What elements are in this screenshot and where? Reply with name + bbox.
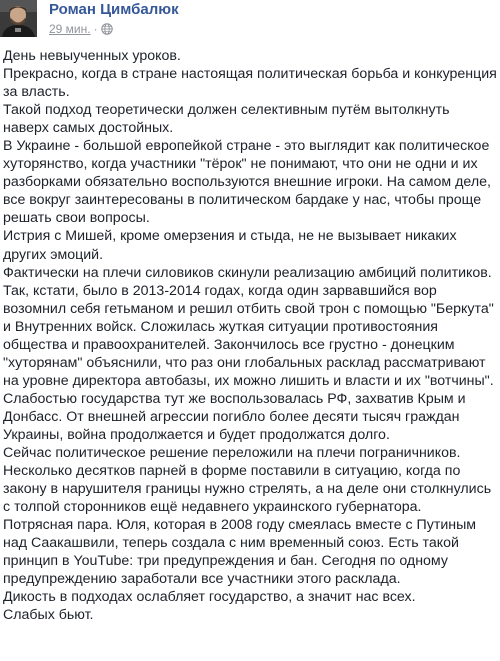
post-paragraph: Истрия с Мишей, кроме омерзения и стыда, не не вызывает никаких других эмоций. bbox=[3, 228, 457, 263]
meta-separator: · bbox=[93, 22, 98, 36]
post-paragraph: Несколько десятков парней в форме поставили в ситуацию, когда по закону в нарушителя границы нужно стрелять, а на деле они столкнулись с толпой сторонников ещё недавнего украинского губернатора. bbox=[3, 463, 492, 516]
post-paragraph: Прекрасно, когда в стране настоящая политическая борьба и конкуренция за власть. bbox=[3, 66, 497, 101]
post-meta bbox=[49, 22, 113, 38]
post-paragraph: Сейчас политическое решение переложили на плечи пограничников. bbox=[3, 445, 461, 462]
post-text bbox=[3, 47, 497, 625]
post-paragraph: Такой подход теоретически должен селективным путём вытолкнуть наверх самых достойных. bbox=[3, 102, 450, 137]
post-paragraph: День невыученных уроков. bbox=[3, 48, 181, 64]
post-paragraph: Дикость в подходах ослабляет государство, а значит нас всех. bbox=[3, 589, 416, 606]
post-paragraph: Слабых бьют. bbox=[3, 607, 94, 624]
globe-icon[interactable] bbox=[101, 23, 113, 35]
post-paragraph: Фактически на плечи силовиков скинули реализацию амбиций политиков. bbox=[3, 264, 492, 281]
post-timestamp[interactable]: 29 мин. bbox=[49, 22, 91, 36]
post-paragraph: В Украине - большой европейкой стране - это выглядит как политическое хуторянство, когда участники "тёрок" не понимают, что они не одни и их разборками обязательно воспользуются внешние игроки. На самом деле, все вокруг заинтересованы в политическом бардаке у нас, чтобы проще решать свои вопросы. bbox=[3, 138, 491, 227]
avatar[interactable] bbox=[0, 0, 37, 37]
post-paragraph: Так, кстати, было в 2013-2014 годах, когда один зарвавшийся вор возомнил себя гетьманом и решил отбить свой трон с помощью "Беркута" и Внутренних войск. Сложилась жуткая ситуации противостояния общества и правоохранителей. Закончилось все грустно - донецким "хуторянам" объяснили, что раз они глобальных расклад рассматривают на уровне директора автобазы, их можно лишить и власти и их "вотчины". bbox=[3, 282, 494, 389]
avatar-image bbox=[0, 0, 37, 37]
author-name-link[interactable]: Роман Цимбалюк bbox=[49, 1, 179, 18]
post-paragraph: Слабостью государства тут же воспользовалась РФ, захватив Крым и Донбасс. От внешней агрессии погибло более десяти тысяч граждан Украины, война продолжается и будет продолжатся долго. bbox=[3, 390, 466, 443]
post-paragraph: Потрясная пара. Юля, которая в 2008 году смеялась вместе с Путиным над Саакашвили, теперь создала с ним временный союз. Есть такой принцип в YouTube: три предупреждения и бан. Сегодня по одному предупреждению заработали все участники этого расклада. bbox=[3, 517, 477, 588]
post-header bbox=[0, 0, 500, 44]
